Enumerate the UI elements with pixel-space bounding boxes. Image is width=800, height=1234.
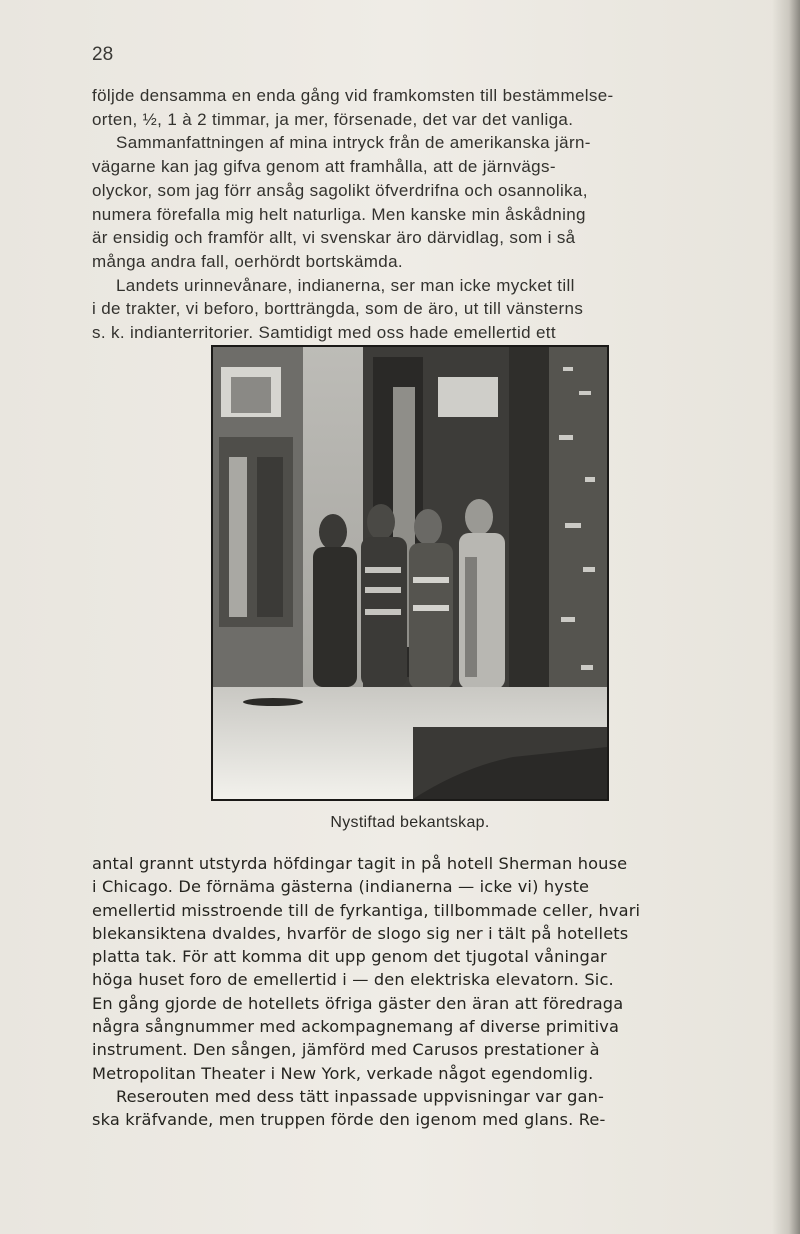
text-line: följde densamma en enda gång vid framkomsten till bestämmelse-: [92, 86, 614, 105]
text-line: är ensidig och framför allt, vi svenskar äro därvidlag, som i så: [92, 228, 576, 248]
text-line: i Chicago. De förnäma gästerna (indianerna — icke vi) hyste: [92, 877, 590, 897]
text-line: höga huset foro de emellertid i — den elektriska elevatorn. Sic.: [92, 970, 614, 990]
text-line: orten, ½, 1 à 2 timmar, ja mer, försenade, det var det vanliga.: [92, 109, 574, 129]
paragraph-top: [92, 84, 712, 345]
text-line: Metropolitan Theater i New York, verkade något egendomlig.: [92, 1063, 594, 1083]
text-line: instrument. Den sången, jämförd med Carusos prestationer à: [92, 1040, 600, 1060]
text-line: Reserouten med dess tätt inpassade uppvisningar var gan-: [116, 1086, 604, 1106]
text-line: Landets urinnevånare, indianerna, ser man icke mycket till: [116, 275, 575, 295]
text-line: vägarne kan jag gifva genom att framhålla, att de järnvägs-: [92, 157, 556, 177]
text-line: emellertid misstroende till de fyrkantiga, tillbommade celler, hvari: [92, 900, 641, 920]
text-line: olyckor, som jag förr ansåg sagolikt öfverdrifna och osannolika,: [92, 180, 588, 200]
text-line: ska kräfvande, men truppen förde den igenom med glans. Re-: [92, 1110, 606, 1130]
text-line: Sammanfattningen af mina intryck från de amerikanska järn-: [116, 133, 591, 153]
photograph: [211, 345, 609, 801]
text-line: många andra fall, oerhördt bortskämda.: [92, 251, 403, 271]
page-number: 28: [92, 44, 114, 65]
text-line: En gång gjorde de hotellets öfriga gäster den äran att föredraga: [92, 993, 624, 1013]
text-line: i de trakter, vi beforo, bortträngda, som de äro, ut till vänsterns: [92, 299, 584, 319]
text-line: några sångnummer med ackompagnemang af diverse primitiva: [92, 1017, 620, 1037]
text-line: blekansiktena dvaldes, hvarför de slogo sig ner i tält på hotellets: [92, 923, 629, 943]
page-edge-shadow: [772, 0, 800, 1234]
photo-caption: Nystiftad bekantskap.: [330, 814, 490, 831]
text-line: s. k. indianterritorier. Samtidigt med oss hade emellertid ett: [92, 323, 556, 343]
text-line: platta tak. För att komma dit upp genom det tjugotal våningar: [92, 947, 607, 967]
paragraph-bottom: [92, 852, 732, 1132]
text-line: numera förefalla mig helt naturliga. Men kanske min åskådning: [92, 204, 586, 224]
text-line: antal grannt utstyrda höfdingar tagit in på hotell Sherman house: [92, 854, 628, 873]
